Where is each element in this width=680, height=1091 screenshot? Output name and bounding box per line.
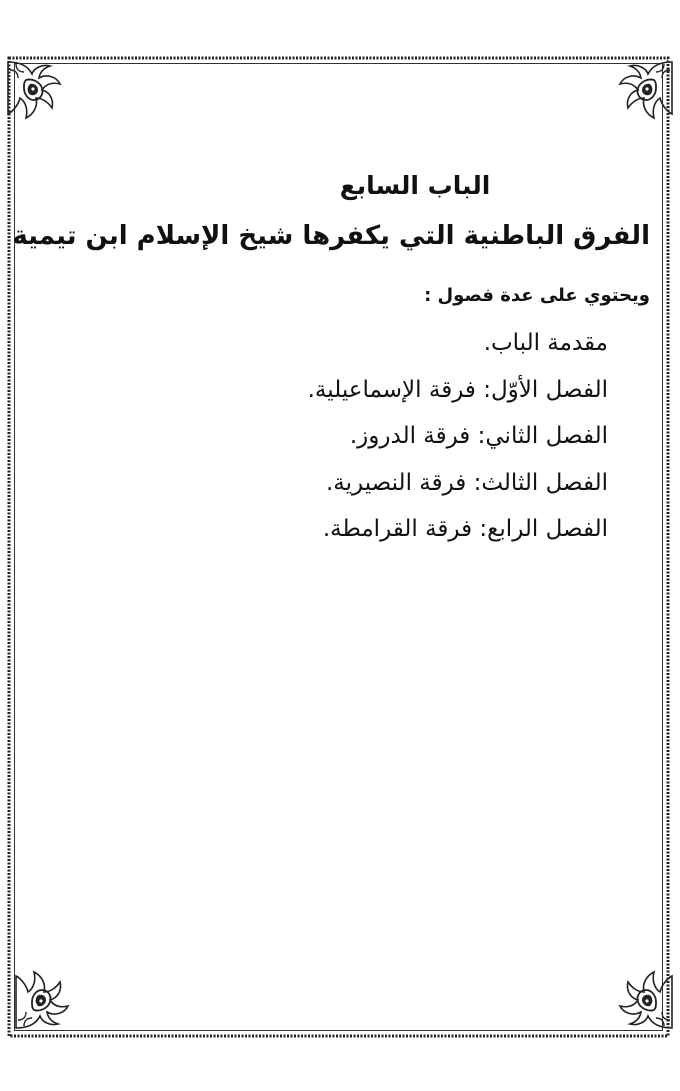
- chapter-number-heading: الباب السابع: [339, 171, 491, 200]
- toc-chapter-label: الفصل الثالث:: [466, 469, 608, 496]
- toc-topic: فرقة القرامطة.: [322, 516, 473, 542]
- toc-chapter-label: الفصل الأوّل:: [475, 376, 608, 403]
- chapter-title-heading: الفرق الباطنية التي يكفرها شيخ الإسلام ابن تيمية: [12, 221, 650, 251]
- toc-chapter-label: الفصل الرابع:: [472, 516, 608, 542]
- toc-chapter-label: الفصل الثاني:: [470, 423, 608, 449]
- toc-topic: فرقة النصيرية.: [326, 469, 467, 496]
- toc-topic: فرقة الدروز.: [349, 423, 471, 449]
- toc-item-chapter-1: [308, 367, 608, 414]
- toc-item-chapter-2: [308, 413, 608, 460]
- contents-intro: ويحتوي على عدة فصول :: [424, 285, 650, 306]
- toc-item-chapter-4: [308, 506, 608, 553]
- corner-ornament-top-left-icon: [6, 60, 68, 122]
- page-content: [12, 0, 650, 1091]
- toc-topic: مقدمة الباب.: [483, 330, 608, 356]
- toc-item-chapter-3: [308, 460, 608, 507]
- table-of-contents: [308, 320, 608, 553]
- toc-item-introduction: [308, 320, 608, 367]
- toc-topic: فرقة الإسماعيلية.: [307, 376, 476, 403]
